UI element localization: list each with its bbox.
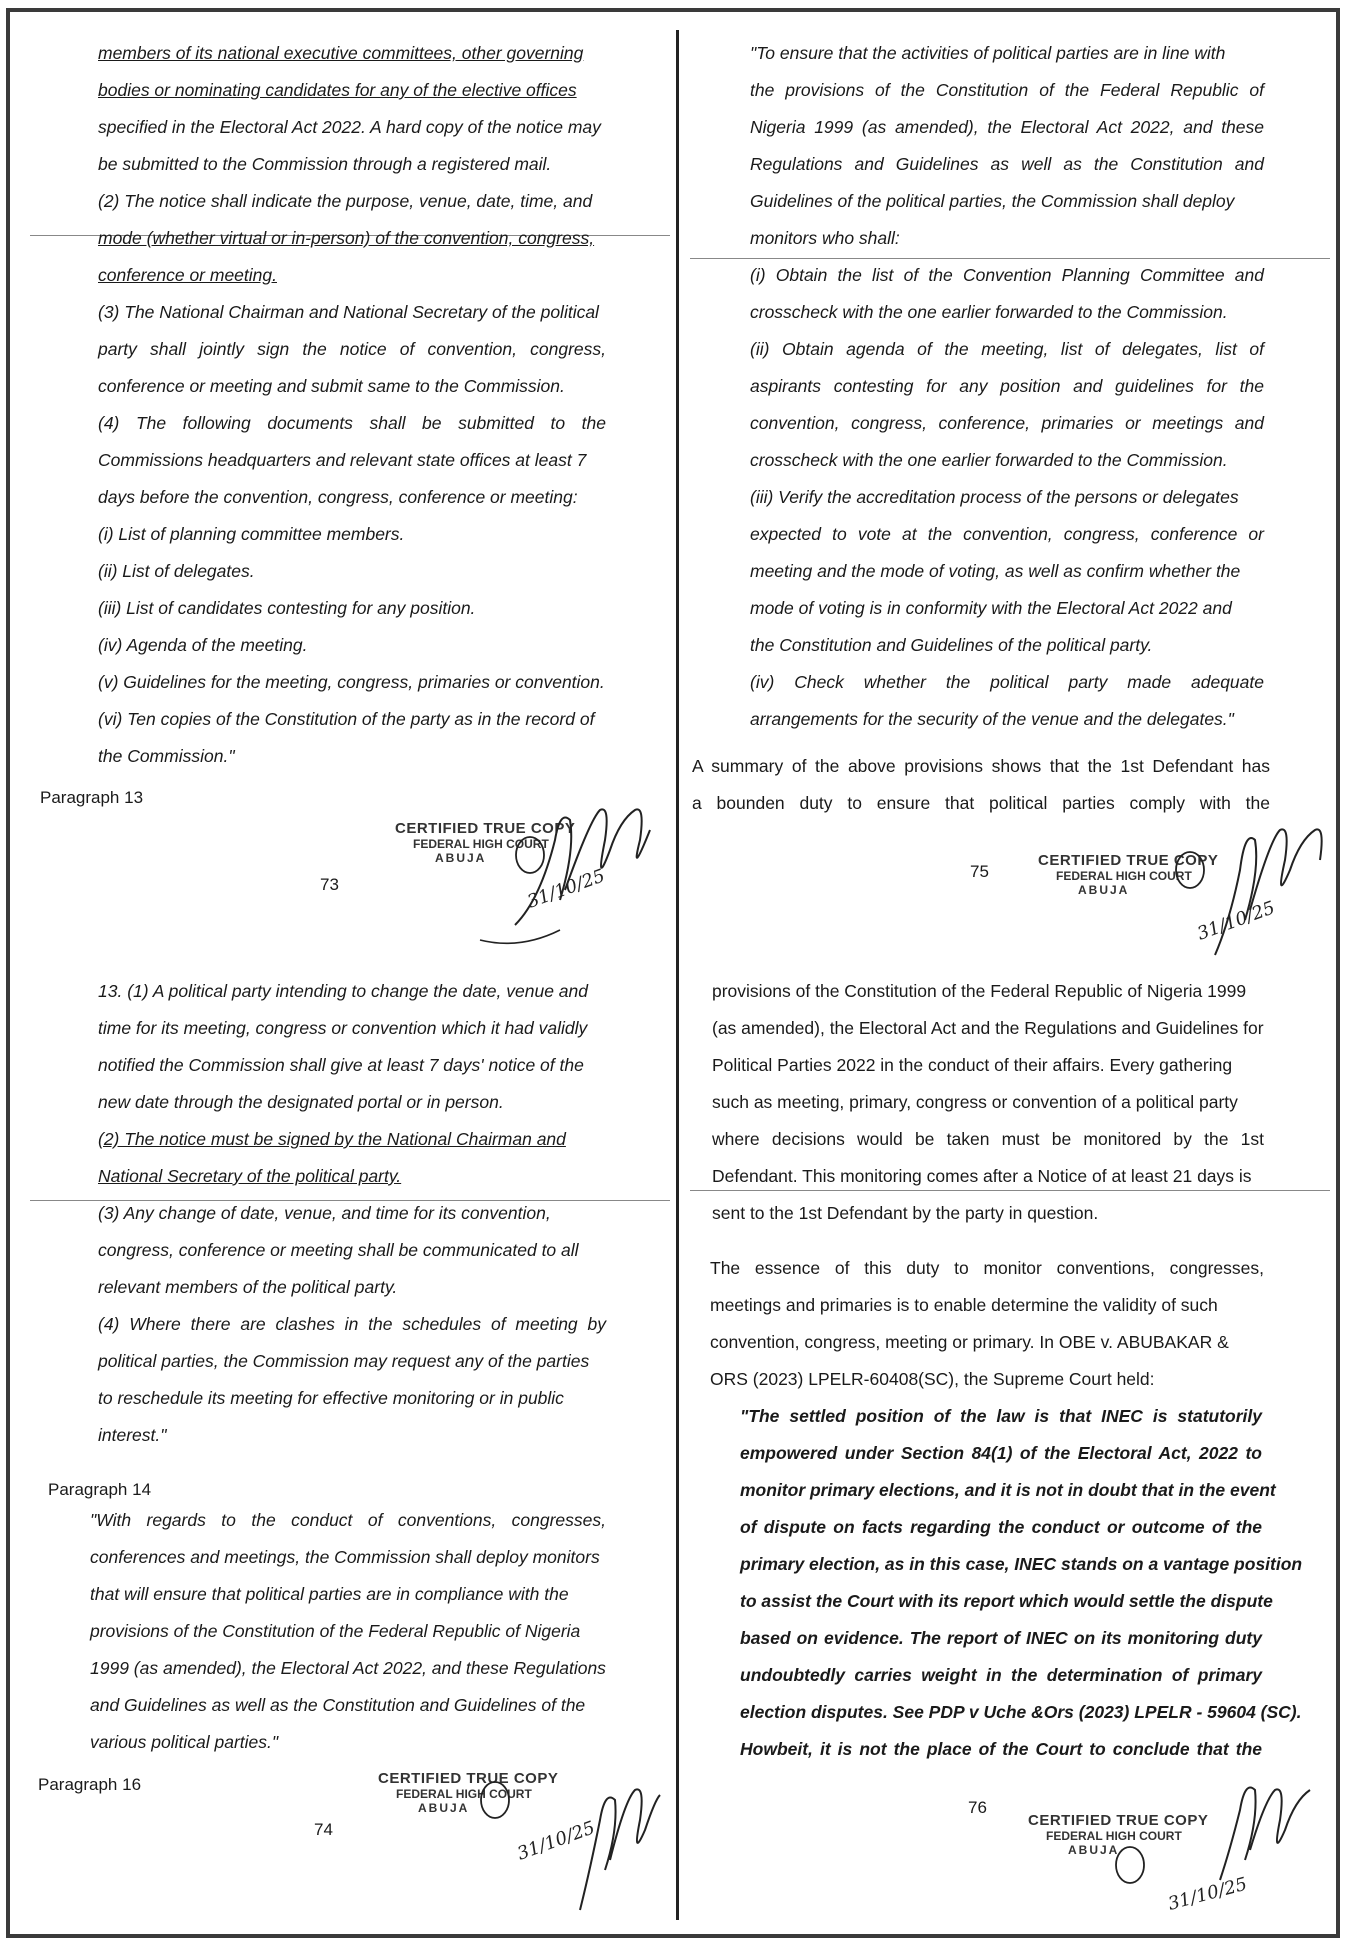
text-line: meeting and the mode of voting, as well as confirm whether the xyxy=(750,561,1241,581)
paragraph-label: Paragraph 14 xyxy=(48,1480,152,1499)
text-line: various political parties." xyxy=(90,1732,279,1752)
text-line: to reschedule its meeting for effective monitoring or in public xyxy=(98,1388,564,1408)
text-line: convention, congress, meeting or primary. In OBE v. ABUBAKAR & xyxy=(710,1332,1229,1352)
text-line: (ii) Obtain agenda of the meeting, list of delegates, list of xyxy=(750,339,1264,359)
text-line: (3) The National Chairman and National Secretary of the political xyxy=(98,302,599,322)
text-line: The essence of this duty to monitor conventions, congresses, xyxy=(710,1258,1264,1278)
signature xyxy=(1120,790,1330,970)
stamp-line-3: ABUJA xyxy=(435,851,487,865)
page-75 xyxy=(690,30,1330,945)
text-line: relevant members of the political party. xyxy=(98,1277,398,1297)
page-73 xyxy=(30,30,670,930)
text-line: primary election, as in this case, INEC stands on a vantage position xyxy=(740,1554,1303,1574)
text-line: the Constitution and Guidelines of the political party. xyxy=(750,635,1153,655)
text-line: (vi) Ten copies of the Constitution of the party as in the record of xyxy=(98,709,595,729)
text-line: members of its national executive committees, other governing xyxy=(98,43,584,63)
stamp-line-2: FEDERAL HIGH COURT xyxy=(396,1787,532,1801)
text-line: conferences and meetings, the Commission shall deploy monitors xyxy=(90,1547,600,1567)
text-line: (i) List of planning committee members. xyxy=(98,524,405,544)
text-line: (i) Obtain the list of the Convention Planning Committee and xyxy=(750,265,1264,285)
signature xyxy=(450,1750,665,1925)
text-line: empowered under Section 84(1) of the Electoral Act, 2022 to xyxy=(740,1443,1262,1463)
signature-date: 31/10/25 xyxy=(524,865,608,913)
signature-date: 31/10/25 xyxy=(1165,1873,1250,1915)
page-74-body-2 xyxy=(90,1502,606,1761)
text-line: notified the Commission shall give at least 7 days' notice of the xyxy=(98,1055,584,1075)
text-line: Guidelines of the political parties, the Commission shall deploy xyxy=(750,191,1235,211)
text-line: be submitted to the Commission through a registered mail. xyxy=(98,154,552,174)
text-line: (iii) Verify the accreditation process of the persons or delegates xyxy=(750,487,1239,507)
text-line: mode (whether virtual or in-person) of the convention, congress, xyxy=(98,228,595,248)
text-line: the Commission." xyxy=(98,746,235,766)
text-line: mode of voting is in conformity with the Electoral Act 2022 and xyxy=(750,598,1232,618)
text-line: to assist the Court with its report which would settle the dispute xyxy=(740,1591,1273,1611)
text-line: crosscheck with the one earlier forwarded to the Commission. xyxy=(750,302,1228,322)
text-line: Nigeria 1999 (as amended), the Electoral Act 2022, and these xyxy=(750,117,1264,137)
stamp-line-2: FEDERAL HIGH COURT xyxy=(1046,1829,1182,1843)
stamp-line-1: CERTIFIED TRUE COPY xyxy=(378,1770,559,1787)
text-line: new date through the designated portal or in person. xyxy=(98,1092,504,1112)
text-line: Defendant. This monitoring comes after a Notice of at least 21 days is xyxy=(712,1166,1252,1186)
text-line: party shall jointly sign the notice of convention, congress, xyxy=(98,339,606,359)
text-line: (4) The following documents shall be submitted to the xyxy=(98,413,606,433)
text-line: "To ensure that the activities of political parties are in line with xyxy=(750,43,1226,63)
text-line: Commissions headquarters and relevant state offices at least 7 xyxy=(98,450,587,470)
page-74-body xyxy=(98,973,606,1454)
text-line: days before the convention, congress, conference or meeting: xyxy=(98,487,578,507)
page-74 xyxy=(30,970,670,1930)
text-line: (2) The notice shall indicate the purpose, venue, date, time, and xyxy=(98,191,593,211)
text-line: (2) The notice must be signed by the National Chairman and xyxy=(98,1129,566,1149)
text-line: time for its meeting, congress or convention which it had validly xyxy=(98,1018,588,1038)
stamp-line-1: CERTIFIED TRUE COPY xyxy=(395,820,576,837)
text-line: of dispute on facts regarding the conduct or outcome of the xyxy=(740,1517,1262,1537)
text-line: the provisions of the Constitution of the Federal Republic of xyxy=(750,80,1264,100)
text-line: sent to the 1st Defendant by the party in question. xyxy=(712,1203,1099,1223)
text-line: (iv) Check whether the political party made adequate xyxy=(750,672,1264,692)
text-line: "The settled position of the law is that INEC is statutorily xyxy=(740,1406,1262,1426)
stamp-line-2: FEDERAL HIGH COURT xyxy=(413,837,549,851)
text-line: 13. (1) A political party intending to change the date, venue and xyxy=(98,981,589,1001)
column-divider xyxy=(676,30,679,1920)
text-line: arrangements for the security of the venue and the delegates." xyxy=(750,709,1234,729)
text-line: (3) Any change of date, venue, and time for its convention, xyxy=(98,1203,551,1223)
page-number: 75 xyxy=(970,862,989,881)
text-line: 1999 (as amended), the Electoral Act 2022, and these Regulations xyxy=(90,1658,606,1678)
stamp-line-3: ABUJA xyxy=(418,1801,470,1815)
text-line: (ii) List of delegates. xyxy=(98,561,255,581)
page-73-body xyxy=(98,35,606,775)
text-line: monitors who shall: xyxy=(750,228,900,248)
page-76-body-3 xyxy=(740,1398,1303,1768)
text-line: that will ensure that political parties are in compliance with the xyxy=(90,1584,569,1604)
page-76 xyxy=(690,970,1330,1930)
page-number: 73 xyxy=(320,875,339,894)
text-line: election disputes. See PDP v Uche &Ors (2023) LPELR - 59604 (SC). xyxy=(740,1702,1302,1722)
text-line: undoubtedly carries weight in the determination of primary xyxy=(740,1665,1262,1685)
text-line: conference or meeting. xyxy=(98,265,277,285)
text-line: "With regards to the conduct of conventions, congresses, xyxy=(90,1510,606,1530)
text-line: provisions of the Constitution of the Federal Republic of Nigeria xyxy=(90,1621,581,1641)
text-line: (iii) List of candidates contesting for any position. xyxy=(98,598,476,618)
text-line: specified in the Electoral Act 2022. A hard copy of the notice may xyxy=(98,117,601,137)
signature xyxy=(460,780,670,960)
paragraph-label: Paragraph 13 xyxy=(40,788,144,807)
text-line: political parties, the Commission may request any of the parties xyxy=(98,1351,590,1371)
text-line: provisions of the Constitution of the Federal Republic of Nigeria 1999 xyxy=(712,981,1247,1001)
stamp-line-1: CERTIFIED TRUE COPY xyxy=(1028,1812,1209,1829)
text-line: (iv) Agenda of the meeting. xyxy=(98,635,308,655)
text-line: expected to vote at the convention, congress, conference or xyxy=(750,524,1264,544)
text-line: crosscheck with the one earlier forwarded to the Commission. xyxy=(750,450,1228,470)
page-76-body-2 xyxy=(710,1250,1264,1398)
signature-date: 31/10/25 xyxy=(1194,897,1278,945)
page-75-body xyxy=(750,35,1264,738)
stamp-line-2: FEDERAL HIGH COURT xyxy=(1056,869,1192,883)
paragraph-label: Paragraph 16 xyxy=(38,1775,142,1794)
signature-date: 31/10/25 xyxy=(514,1817,598,1865)
summary-line-1: A summary of the above provisions shows that the 1st Defendant has xyxy=(692,756,1270,776)
stamp-line-3: ABUJA xyxy=(1068,1843,1120,1857)
text-line: bodies or nominating candidates for any of the elective offices xyxy=(98,80,577,100)
text-line: where decisions would be taken must be monitored by the 1st xyxy=(712,1129,1264,1149)
text-line: ORS (2023) LPELR-60408(SC), the Supreme Court held: xyxy=(710,1369,1155,1389)
text-line: monitor primary elections, and it is not in doubt that in the event xyxy=(740,1480,1276,1500)
text-line: congress, conference or meeting shall be communicated to all xyxy=(98,1240,579,1260)
page-number: 74 xyxy=(314,1820,333,1839)
text-line: based on evidence. The report of INEC on its monitoring duty xyxy=(740,1628,1262,1648)
stamp-line-1: CERTIFIED TRUE COPY xyxy=(1038,852,1219,869)
summary-line-2: a bounden duty to ensure that political parties comply with the xyxy=(692,793,1270,813)
text-line: (4) Where there are clashes in the schedules of meeting by xyxy=(98,1314,606,1334)
text-line: National Secretary of the political party. xyxy=(98,1166,402,1186)
signature xyxy=(1110,1760,1325,1925)
text-line: aspirants contesting for any position and guidelines for the xyxy=(750,376,1264,396)
text-line: conference or meeting and submit same to the Commission. xyxy=(98,376,565,396)
text-line: Political Parties 2022 in the conduct of their affairs. Every gathering xyxy=(712,1055,1233,1075)
text-line: such as meeting, primary, congress or convention of a political party xyxy=(712,1092,1238,1112)
text-line: Regulations and Guidelines as well as the Constitution and xyxy=(750,154,1264,174)
text-line: convention, congress, conference, primaries or meetings and xyxy=(750,413,1264,433)
text-line: meetings and primaries is to enable determine the validity of such xyxy=(710,1295,1218,1315)
text-line: (as amended), the Electoral Act and the Regulations and Guidelines for xyxy=(712,1018,1264,1038)
text-line: and Guidelines as well as the Constitution and Guidelines of the xyxy=(90,1695,586,1715)
text-line: Howbeit, it is not the place of the Court to conclude that the xyxy=(740,1739,1262,1759)
text-line: (v) Guidelines for the meeting, congress, primaries or convention. xyxy=(98,672,605,692)
text-line: interest." xyxy=(98,1425,167,1445)
stamp-line-3: ABUJA xyxy=(1078,883,1130,897)
page-number: 76 xyxy=(968,1798,987,1817)
page-76-body xyxy=(712,973,1264,1232)
